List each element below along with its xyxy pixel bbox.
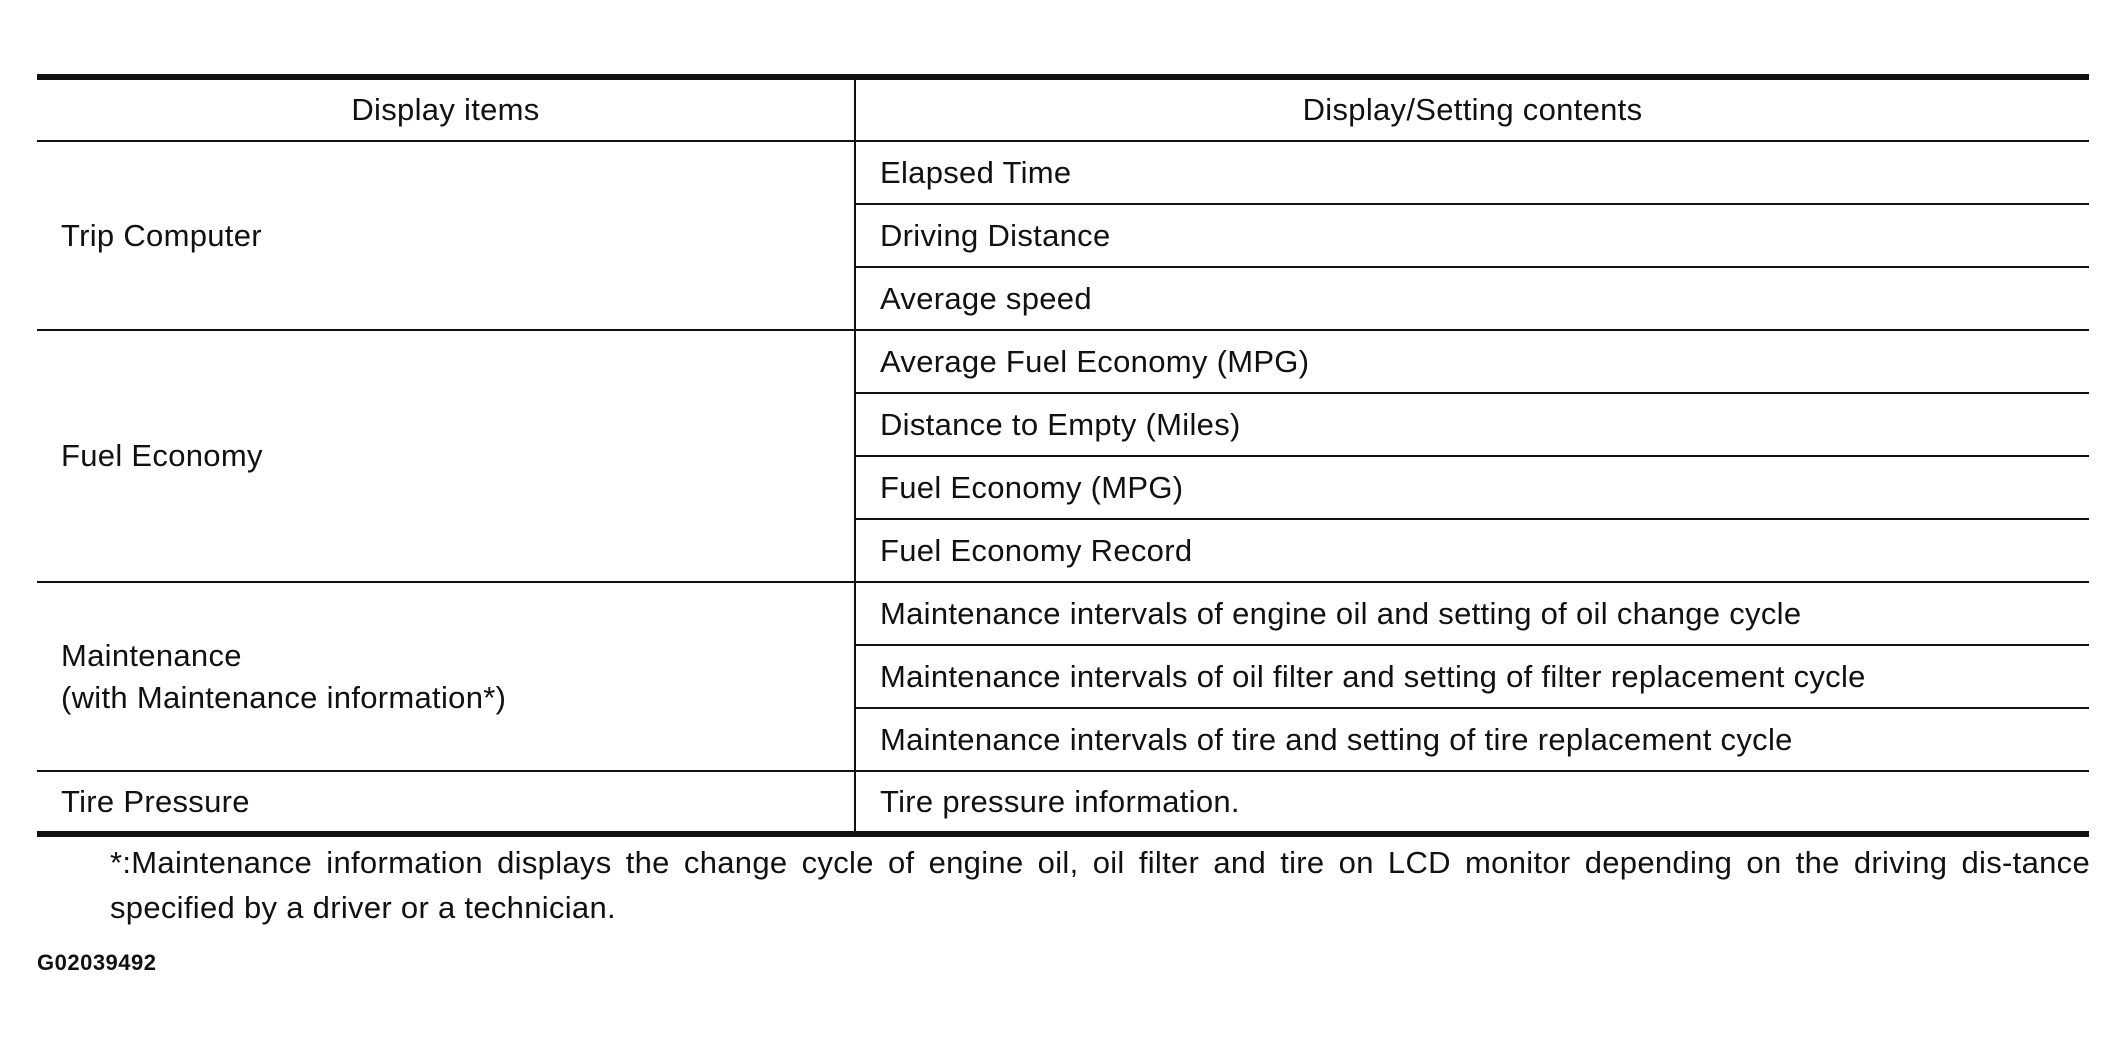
content-cell: Maintenance intervals of engine oil and setting of oil change cycle [855,582,2089,645]
content-cell: Maintenance intervals of oil filter and setting of filter replacement cycle [855,645,2089,708]
content-cell: Maintenance intervals of tire and setting of tire replacement cycle [855,708,2089,771]
content-cell: Fuel Economy Record [855,519,2089,582]
item-label: Fuel Economy [61,438,263,473]
display-items-table-container [37,74,2089,837]
content-cell: Average Fuel Economy (MPG) [855,330,2089,393]
table-row [37,141,2089,204]
table-row [37,582,2089,645]
item-maintenance [37,582,855,771]
figure-code: G02039492 [37,950,157,975]
table-row [37,771,2089,834]
header-display-items: Display items [37,77,855,141]
maintenance-footnote: *:Maintenance information displays the change cycle of engine oil, oil filter and tire on LCD monitor depending on the driving dis-tance specified by a driver or a technician. [110,845,2090,925]
content-cell: Distance to Empty (Miles) [855,393,2089,456]
item-fuel-economy [37,330,855,582]
content-cell: Average speed [855,267,2089,330]
content-cell: Tire pressure information. [855,771,2089,834]
item-trip-computer [37,141,855,330]
content-cell: Driving Distance [855,204,2089,267]
content-cell: Fuel Economy (MPG) [855,456,2089,519]
item-label: Tire Pressure [61,783,250,819]
item-tire-pressure [37,771,855,834]
table-header-row [37,77,2089,141]
table-row [37,330,2089,393]
item-label: Trip Computer [61,217,262,253]
item-sublabel: (with Maintenance information*) [61,679,507,715]
content-cell: Elapsed Time [855,141,2089,204]
display-items-table [37,74,2089,837]
header-display-setting-contents: Display/Setting contents [855,77,2089,141]
item-label: Maintenance [61,637,242,673]
